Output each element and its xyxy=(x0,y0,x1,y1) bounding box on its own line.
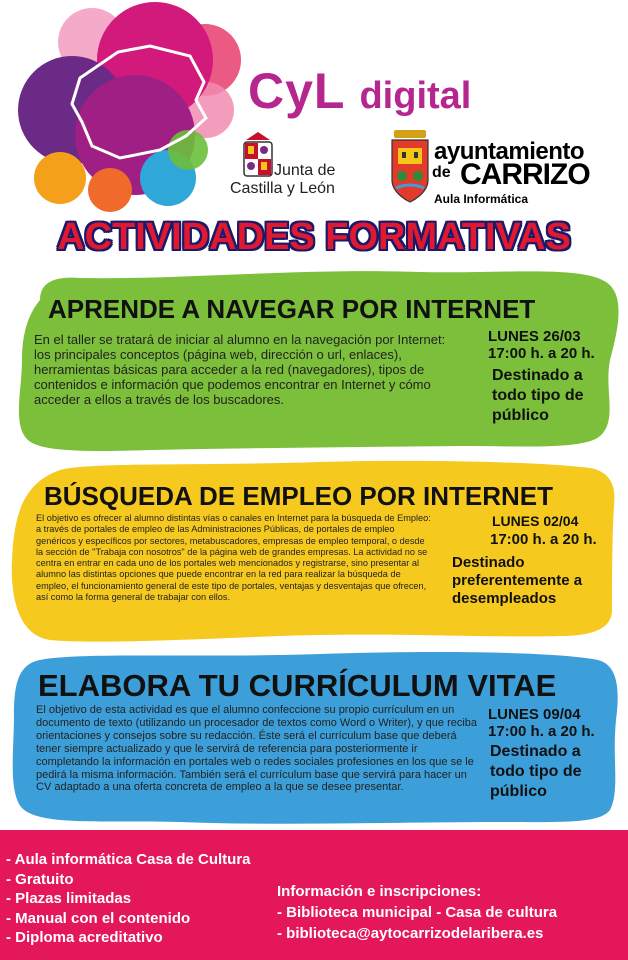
feature-item: - Gratuito xyxy=(6,870,74,888)
feature-item: - Manual con el contenido xyxy=(6,909,191,927)
registration-info-title: Información e inscripciones: xyxy=(277,883,482,900)
activity-1-date: LUNES 26/03 xyxy=(488,328,581,345)
activity-2-time: 17:00 h. a 20 h. xyxy=(490,531,597,548)
registration-info-list xyxy=(277,902,557,944)
cyl-digital-brand xyxy=(248,62,471,120)
carrizo-coat-of-arms-icon xyxy=(388,130,432,204)
junta-line2: Castilla y León xyxy=(230,180,335,197)
activity-2-date: LUNES 02/04 xyxy=(492,513,579,529)
feature-item: - Plazas limitadas xyxy=(6,890,132,907)
ayuntamiento-carrizo-logo xyxy=(388,128,598,210)
ayto-sub: Aula Informática xyxy=(434,192,529,206)
ayto-name: CARRIZO xyxy=(460,158,590,191)
activity-3-description: El objetivo de esta actividad es que el alumno confeccione su propio currículum en un documento de texto (utilizando un procesador de textos como Word o Writer), y que reciba orientaciones y consejos sobre su redacción. Éste será el currículum base que deberá tener siempre actualizado y que le servirá de referencia para posteriormente ir completando la información en portales web o redes sociales profesiones en los que se le pedirá la misma información. También será el currículum base que servirá para hacer un CV adaptado a una oferta concreta de empleo a la que se desee presentar. xyxy=(36,704,478,794)
activity-2-target: Destinado preferentemente a desempleados xyxy=(452,554,583,607)
feature-item: - Diploma acreditativo xyxy=(6,929,163,946)
activity-3-title: ELABORA TU CURRÍCULUM VITAE xyxy=(38,668,557,703)
activity-1-time: 17:00 h. a 20 h. xyxy=(488,345,595,362)
activity-2-description: El objetivo es ofrecer al alumno distintas vías o canales en Internet para la búsqueda de Empleo: a través de portales de empleo de las Administraciones Públicas, de portales de empleo genéricos y específicos por sectores, metabuscadores, empresas de empleo temporal, o desde la sección de "Trabaja con nosotros" de la página web de grandes empresas. La actividad no se centra en entrar en cada uno de los portales web mencionados y registrarse, sino presentar al alumno las distintas opciones que puede encontrar en la red para realizar la búsqueda de empleo, el funcionamiento general de este tipo de portales, ventajas y desventajas que ofrecen, así como la forma general de trabajar con ellos. xyxy=(36,513,431,603)
registration-email[interactable]: - biblioteca@aytocarrizodelaribera.es xyxy=(277,925,544,942)
ayto-line1: ayuntamiento xyxy=(434,138,585,165)
cyl-logo-art xyxy=(0,0,250,215)
activity-1-target: Destinado a todo tipo de público xyxy=(492,367,584,424)
page-title: ACTIVIDADES FORMATIVAS xyxy=(57,216,571,258)
junta-line1: Junta de xyxy=(274,162,336,179)
ayto-prefix: de xyxy=(432,164,451,181)
registration-location: - Biblioteca municipal - Casa de cultura xyxy=(277,904,558,921)
feature-item: - Aula informática Casa de Cultura xyxy=(6,851,251,868)
activity-1-description: En el taller se tratará de iniciar al alumno en la navegación por Internet: los principales conceptos (página web, dirección o url, enlaces), herramientas básicas para acceder a la red (navegadores), tipos de contenidos e información que podemos encontrar en Internet y cómo acceder a ellos a través de los buscadores. xyxy=(34,332,446,407)
features-list xyxy=(6,850,251,948)
activity-3-target: Destinado a todo tipo de público xyxy=(490,743,582,800)
activity-2-title: BÚSQUEDA DE EMPLEO POR INTERNET xyxy=(44,481,553,511)
activity-3-time: 17:00 h. a 20 h. xyxy=(488,723,595,740)
activity-3-date: LUNES 09/04 xyxy=(488,706,581,723)
junta-shield-icon xyxy=(238,130,278,185)
brand-cyl: CyL xyxy=(248,63,346,119)
junta-castilla-leon-logo xyxy=(230,130,370,205)
brand-digital: digital xyxy=(359,75,472,117)
activity-1-title: APRENDE A NAVEGAR POR INTERNET xyxy=(48,294,536,324)
footer-info-band xyxy=(0,830,628,960)
registration-info xyxy=(277,882,557,944)
